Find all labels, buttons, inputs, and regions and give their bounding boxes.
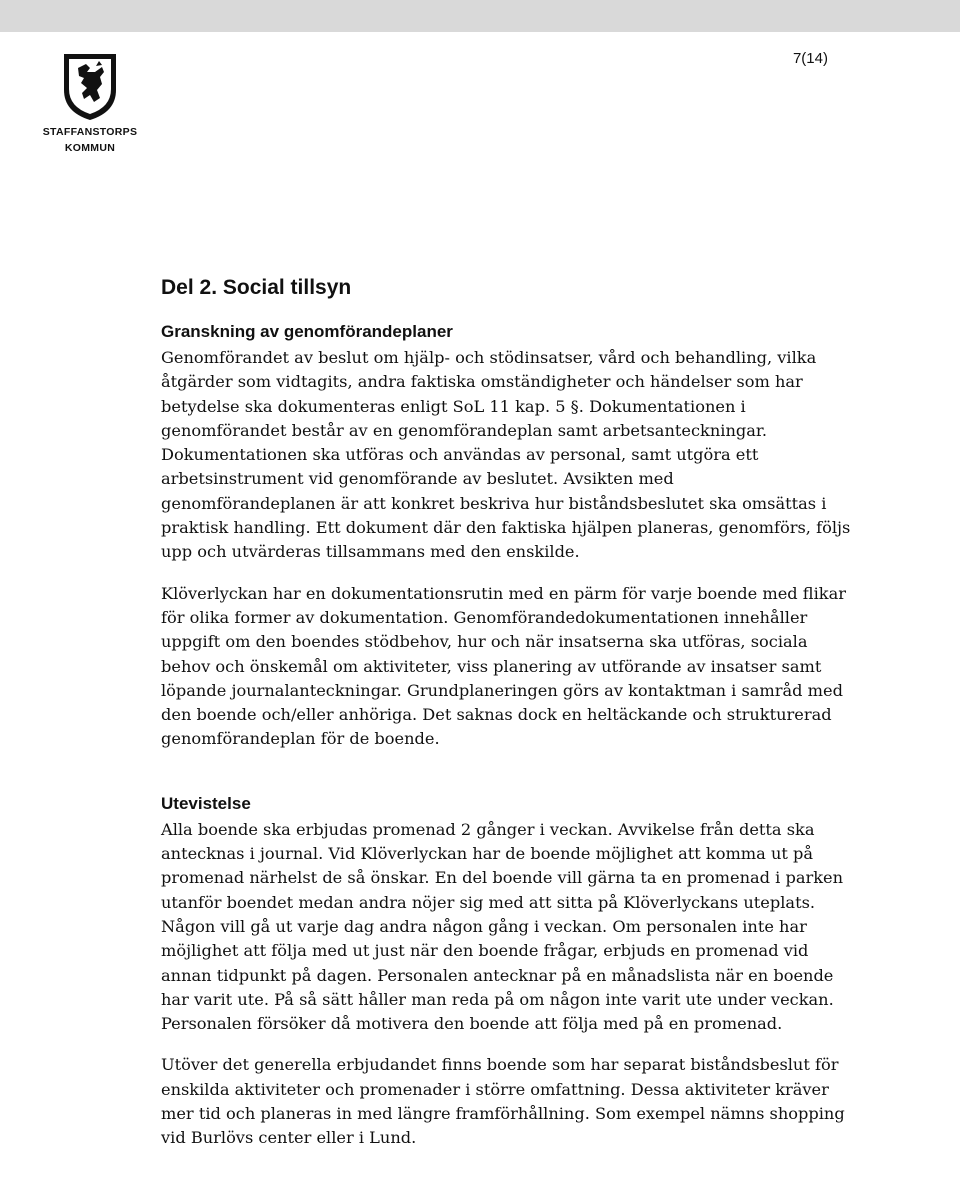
section-heading-genomforandeplaner: Granskning av genomförandeplaner bbox=[161, 322, 453, 341]
logo-text-line2: KOMMUN bbox=[64, 142, 116, 154]
viewer-top-bar bbox=[0, 0, 960, 32]
paragraph: Genomförandet av beslut om hjälp- och stödinsatser, vård och behandling, vilka åtgärder som vidtagits, andra faktiska omständigheter och händelser som har betydelse ska dokumenteras enligt SoL 11 kap. 5 §. Dokumentationen i genomförandet består av en genomförandeplan samt arbetsanteckningar. Dokumentationen ska utföras och användas av personal, samt utgöra ett arbetsinstrument vid genomförande av beslutet. Avsikten med genomförandeplanen är att konkret beskriva hur biståndsbeslutet ska omsättas i praktisk handling. Ett dokument där den faktiska hjälpen planeras, genomförs, följs upp och utvärderas tillsammans med den enskilde. bbox=[161, 348, 851, 562]
paragraph: Klöverlyckan har en dokumentationsrutin med en pärm för varje boende med flikar för olika former av dokumentation. Genomförandedokumentationen innehåller uppgift om den boendes stödbehov, hur och när insatserna ska utföras, sociala behov och önskemål om aktiviteter, viss planering av utförande av insatser samt löpande journalanteckningar. Grundplaneringen görs av kontaktman i samråd med den boende och/eller anhöriga. Det saknas dock en heltäckande och strukturerad genomförandeplan för de boende. bbox=[161, 583, 846, 749]
section-heading-utevistelse: Utevistelse bbox=[161, 793, 251, 813]
coat-of-arms-icon bbox=[60, 50, 120, 122]
paragraph: Alla boende ska erbjudas promenad 2 gånger i veckan. Avvikelse från detta ska antecknas i journal. Vid Klöverlyckan har de boende möjlighet att komma ut på promenad närhelst de så önskar. En del boende vill gärna ta en promenad i parken utanför boendet medan andra nöjer sig med att sitta på Klöverlyckans uteplats. Någon vill gå ut varje dag andra någon gång i veckan. Om personalen inte har möjlighet att följa med ut just när den boende frågar, erbjuds en promenad vid annan tidpunkt på dagen. Personalen antecknar på en månadslista när en boende har varit ute. På så sätt håller man reda på om någon inte varit ute under veckan. Personalen försöker då motivera den boende att följa med på en promenad. bbox=[161, 819, 844, 1034]
document-body bbox=[161, 275, 851, 1151]
municipality-logo bbox=[40, 50, 140, 154]
page-title: Del 2. Social tillsyn bbox=[161, 276, 352, 299]
page-number: 7(14) bbox=[792, 50, 828, 67]
paragraph: Utöver det generella erbjudandet finns boende som har separat biståndsbeslut för enskilda aktiviteter och promenader i större omfattning. Dessa aktiviteter kräver mer tid och planeras in med längre framförhållning. Som exempel nämns shopping vid Burlövs center eller i Lund. bbox=[161, 1055, 845, 1148]
logo-text-line1: STAFFANSTORPS bbox=[42, 126, 138, 138]
